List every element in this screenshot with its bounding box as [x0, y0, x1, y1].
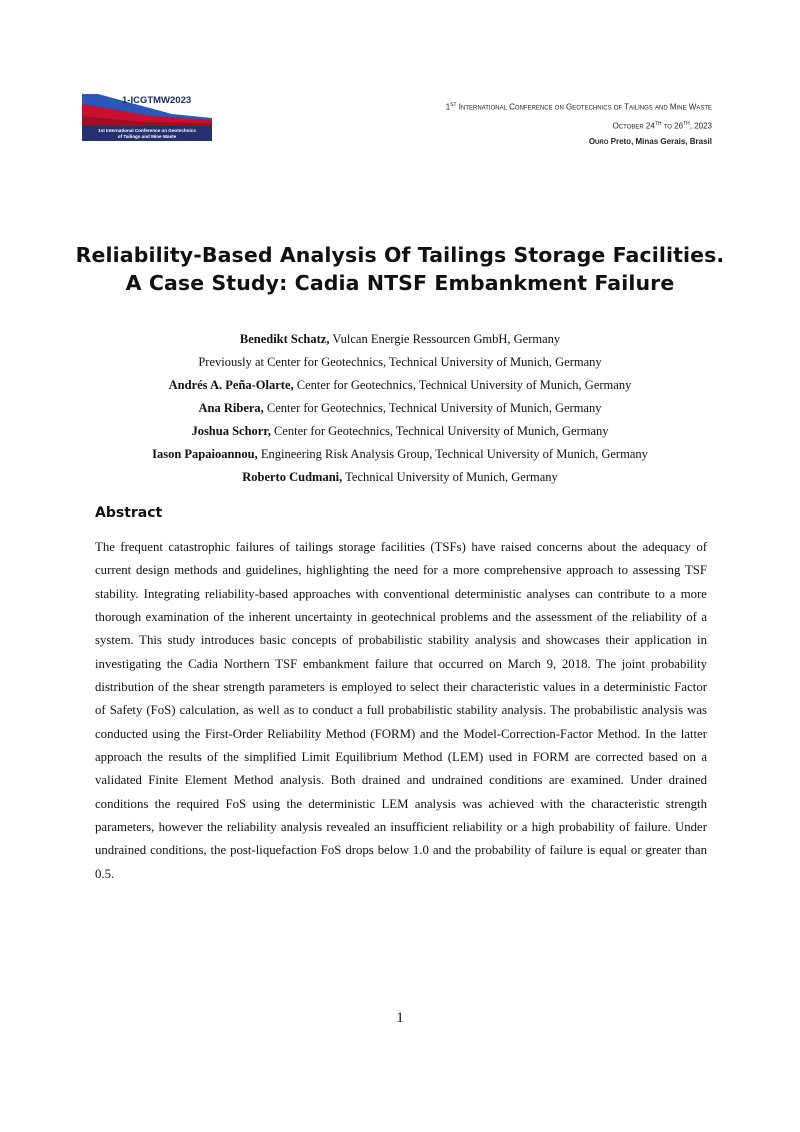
- author-line: [60, 397, 740, 420]
- conference-date-end: to 26: [661, 121, 684, 131]
- paper-title-line1: Reliability-Based Analysis Of Tailings Storage Facilities.: [75, 243, 725, 267]
- author-affiliation: Previously at Center for Geotechnics, Technical University of Munich, Germany: [198, 355, 602, 369]
- conference-date-start: October 24: [612, 121, 655, 131]
- author-affiliation: Center for Geotechnics, Technical University of Munich, Germany: [270, 424, 609, 438]
- author-affiliation: Engineering Risk Analysis Group, Technical University of Munich, Germany: [257, 447, 648, 461]
- author-line: [60, 420, 740, 443]
- author-affiliation: Technical University of Munich, Germany: [342, 470, 558, 484]
- conference-ordinal-suffix: ST: [450, 102, 457, 108]
- author-affiliation: Vulcan Energie Ressourcen GmbH, Germany: [329, 332, 561, 346]
- conference-date-start-suffix: TH: [654, 120, 662, 127]
- author-line: [60, 466, 740, 489]
- paper-title: [60, 241, 740, 297]
- author-affiliation: Center for Geotechnics, Technical University of Munich, Germany: [263, 401, 602, 415]
- conference-ordinal: 1: [445, 102, 451, 112]
- conference-date-end-suffix: TH: [683, 120, 690, 127]
- conference-dates: [446, 116, 712, 135]
- abstract-text: The frequent catastrophic failures of tailings storage facilities (TSFs) have raised concerns about the adequacy of current design methods and guidelines, highlighting the need for a more comprehensive approach to assessing TSF stability. Integrating reliability-based approaches with conventional deterministic analyses can contribute to a more thorough examination of the inherent uncertainty in geotechnical problems and the assessment of the reliability of a system. This study introduces basic concepts of probabilistic stability analysis and showcases their application in investigating the Cadia Northern TSF embankment failure that occurred on March 9, 2018. The joint probability distribution of the shear strength parameters is employed to select their characteristic values in a deterministic Factor of Safety (FoS) calculation, as well as to conduct a full probabilistic stability analysis. The probabilistic analysis was conducted using the First-Order Reliability Method (FORM) and the Model-Correction-Factor Method. In the latter approach the results of the simplified Limit Equilibrium Method (LEM) used in FORM are corrected based on a validated Finite Element Method analysis. Both drained and undrained conditions are examined. Under drained conditions the required FoS using the deterministic LEM analysis was achieved with the characteristic strength parameters, however the reliability analysis revealed an insufficient reliability or a high probability of failure. Under undrained conditions, the post-liquefaction FoS drops below 1.0 and the probability of failure is equal or greater than 0.5.: [95, 540, 707, 881]
- conference-location-city-start: Ouro: [588, 137, 609, 147]
- author-name: Iason Papaioannou,: [152, 447, 258, 461]
- author-affiliation: Center for Geotechnics, Technical University of Munich, Germany: [293, 378, 632, 392]
- abstract-heading: Abstract: [95, 505, 163, 521]
- logo-subtitle-line2: of Tailings and Mine Waste: [117, 134, 177, 139]
- author-line: [60, 351, 740, 374]
- author-name: Andrés A. Peña-Olarte,: [168, 378, 294, 392]
- conference-location: [446, 134, 712, 150]
- conference-name: [446, 97, 712, 116]
- logo-title: 1-ICGTMW2023: [122, 95, 192, 106]
- author-line: [60, 374, 740, 397]
- conference-title-text: International Conference on Geotechnics of Tailings and Mine Waste: [456, 102, 712, 112]
- author-list: [60, 328, 740, 489]
- author-line: [60, 443, 740, 466]
- paper-title-line2: A Case Study: Cadia NTSF Embankment Failure: [125, 271, 675, 295]
- author-line: [60, 328, 740, 351]
- conference-logo: [82, 94, 212, 141]
- page-number: 1: [396, 1010, 404, 1026]
- conference-year: , 2023: [689, 121, 712, 131]
- author-name: Joshua Schorr,: [191, 424, 271, 438]
- author-name: Roberto Cudmani,: [242, 470, 343, 484]
- conference-location-rest: Preto, Minas Gerais, Brasil: [608, 137, 712, 147]
- author-name: Ana Ribera,: [198, 401, 264, 415]
- conference-header: [446, 97, 712, 150]
- author-name: Benedikt Schatz,: [239, 332, 330, 346]
- logo-subtitle-line1: 1st International Conference on Geotechnics: [98, 128, 196, 133]
